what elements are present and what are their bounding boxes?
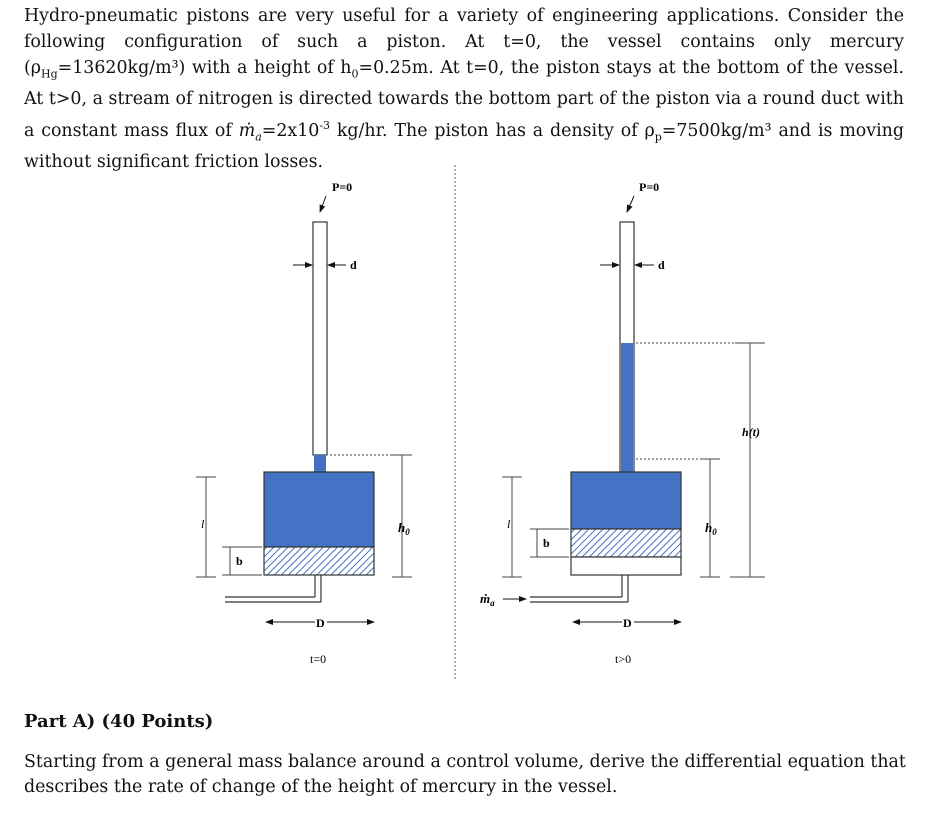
right-piston: [571, 529, 681, 557]
right-pressure-label: P=0: [639, 180, 660, 194]
right-tube-mercury: [621, 343, 633, 472]
left-d-label: d: [350, 258, 357, 272]
right-ht-label: h(t): [742, 425, 760, 439]
piston-figure: [0, 160, 943, 700]
right-pressure-arrow: [627, 196, 634, 212]
problem-statement: Hydro-pneumatic pistons are very useful for a variety of engineering applications. Consider the following configuration of such a piston. At t=0, the vessel contains only mercury $(\rho_{Hg}=13620kg/m^3)$ with a height of $h_0=0.25m$. At t=0, the piston stays at the bottom of the vessel. At t>0, a stream of nitrogen is directed towards the bottom part of the piston via a round duct with a constant mass flux of $ṁ_a=2x10^{-3}$ kg/hr. The piston has a density of $\rho_p=7500kg/m^3$ and is moving without significant friction losses.: [24, 6, 904, 172]
left-D-label: D: [316, 616, 325, 630]
right-b-label: b: [543, 536, 550, 550]
right-d-label: d: [658, 258, 665, 272]
right-gas-gap: [571, 557, 681, 575]
right-time-label: t>0: [615, 652, 632, 666]
right-l-label: l: [507, 517, 511, 531]
part-a-heading: Part A) (40 Points): [24, 711, 214, 732]
left-tube-mercury: [314, 455, 326, 472]
right-D-label: D: [623, 616, 632, 630]
left-mercury: [264, 472, 374, 547]
part-a-body: Starting from a general mass balance around a control volume, derive the differential equation that describes the rate of change of the height of mercury in the vessel.: [24, 752, 906, 797]
left-l-label: l: [201, 517, 205, 531]
left-panel: [196, 180, 412, 666]
left-pressure-arrow: [320, 196, 326, 212]
left-tube: [313, 222, 327, 455]
left-time-label: t=0: [310, 652, 327, 666]
left-pressure-label: P=0: [332, 180, 353, 194]
right-mercury: [571, 472, 681, 529]
right-panel: [480, 180, 765, 666]
left-b-label: b: [236, 554, 243, 568]
left-piston: [264, 547, 374, 575]
left-h0-label: $h_0$: [398, 520, 410, 537]
right-mdot-label: ṁ$_a$: [480, 591, 495, 608]
right-h0-label: $h_0$: [705, 520, 717, 537]
